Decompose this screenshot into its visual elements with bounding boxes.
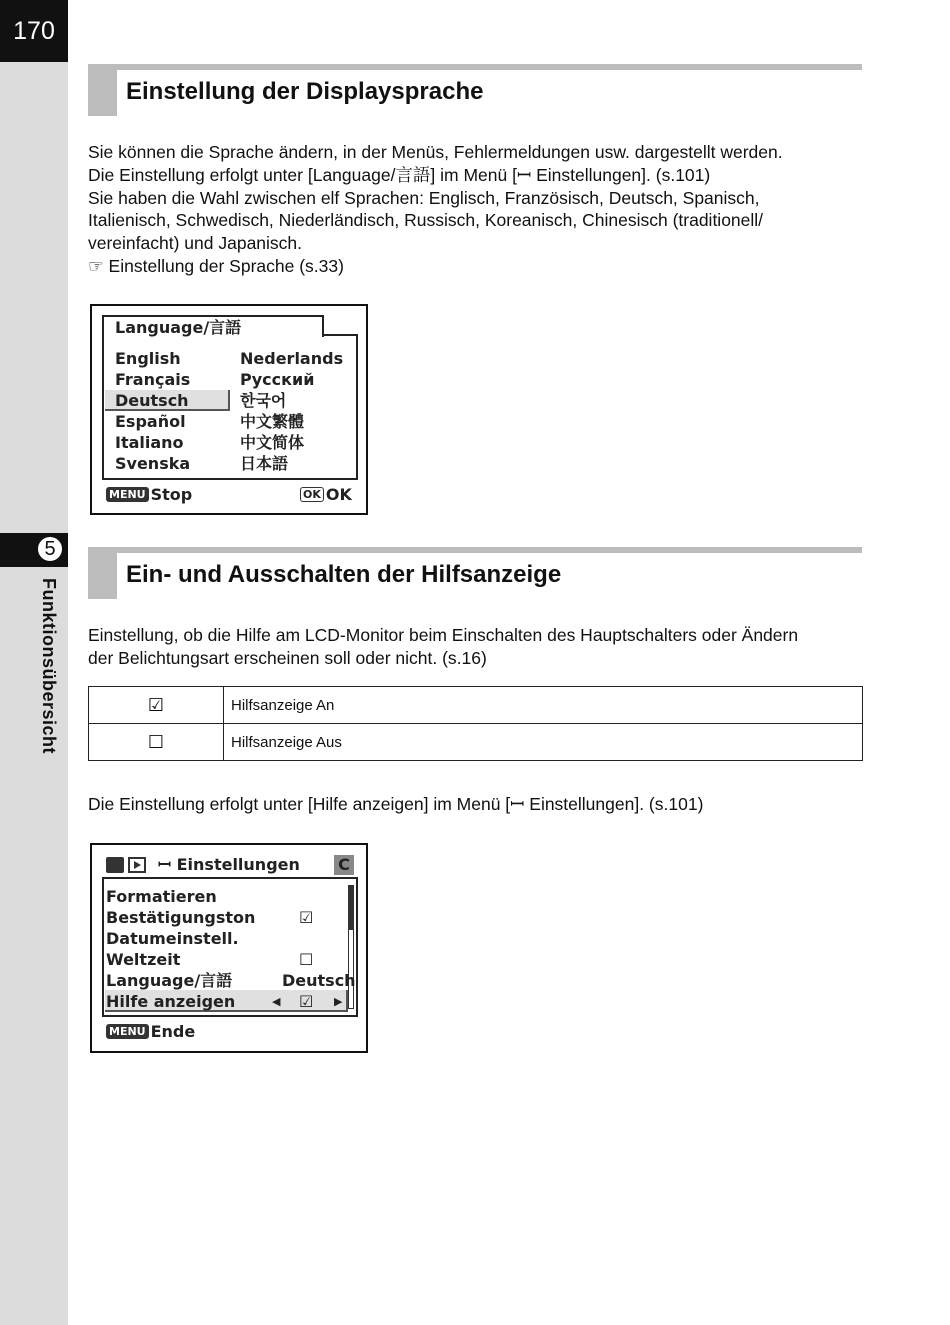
language-option[interactable]: 한국어: [240, 391, 287, 410]
empty-box-icon[interactable]: ☐: [299, 950, 314, 969]
language-option[interactable]: English: [115, 349, 181, 368]
language-option[interactable]: 中文繁體: [240, 412, 305, 431]
arrow-right-icon[interactable]: ▶: [334, 995, 343, 1008]
language-option[interactable]: Nederlands: [240, 349, 344, 368]
menu-key-icon: MENU: [106, 1024, 149, 1039]
menu-key-icon: MENU: [106, 487, 149, 502]
body-line: der Belichtungsart erscheinen soll oder nicht. (s.16): [88, 647, 487, 668]
language-option[interactable]: Svenska: [115, 454, 191, 473]
wrench-icon: ꟷ: [158, 855, 172, 874]
checked-box-icon: ☑: [89, 687, 224, 724]
language-option[interactable]: 中文简体: [240, 433, 305, 452]
table-row: [89, 724, 863, 761]
tab-label: Language/言語: [115, 318, 242, 337]
body-line: Italienisch, Schwedisch, Niederländisch, Russisch, Koreanisch, Chinesisch (traditionell/: [88, 210, 764, 231]
settings-tab[interactable]: [158, 855, 300, 875]
menu-stop-label: Stop: [150, 485, 193, 504]
custom-tab[interactable]: C: [334, 855, 354, 875]
cross-reference-link[interactable]: ☞ Einstellung der Sprache (s.33): [88, 255, 344, 276]
body-line: Sie können die Sprache ändern, in der Menüs, Fehlermeldungen usw. dargestellt werden.: [88, 142, 783, 162]
table-cell: Hilfsanzeige Aus: [224, 724, 863, 761]
section-title: Ein- und Ausschalten der Hilfsanzeige: [126, 561, 562, 588]
checked-box-icon[interactable]: ☑: [299, 992, 314, 1011]
body-line: vereinfacht) und Japanisch.: [88, 233, 303, 254]
chapter-number: 5: [36, 535, 64, 563]
settings-tab-label: Einstellungen: [176, 855, 300, 874]
language-value: Deutsch: [282, 971, 356, 990]
help-display-table: [88, 686, 863, 761]
page-number: 170: [0, 0, 68, 62]
language-option[interactable]: Français: [115, 370, 191, 389]
menu-stop-control[interactable]: [106, 485, 192, 505]
language-option[interactable]: Italiano: [115, 433, 184, 452]
body-line: Einstellung, ob die Hilfe am LCD-Monitor beim Einschalten des Hauptschalters oder Ändern: [88, 625, 799, 645]
empty-box-icon: ☐: [89, 724, 224, 761]
section2-note: [88, 793, 863, 816]
menu-item-formatieren[interactable]: Formatieren: [106, 887, 217, 906]
section2-body: [88, 624, 863, 670]
ok-key-icon: OK: [300, 487, 324, 502]
chapter-title: Funktionsübersicht: [39, 578, 59, 755]
ok-control[interactable]: [300, 485, 352, 505]
arrow-left-icon[interactable]: ◀: [272, 995, 281, 1008]
table-cell: Hilfsanzeige An: [224, 687, 863, 724]
playback-icon[interactable]: [128, 857, 146, 873]
menu-end-label: Ende: [150, 1022, 196, 1041]
menu-item-hilfe-anzeigen[interactable]: Hilfe anzeigen: [106, 992, 236, 1011]
menu-item-datumeinstell[interactable]: Datumeinstell.: [106, 929, 239, 948]
section1-body: [88, 141, 863, 278]
language-option[interactable]: 日本語: [240, 454, 289, 473]
ok-label: OK: [325, 485, 352, 504]
menu-end-control[interactable]: [106, 1022, 195, 1042]
body-line: Die Einstellung erfolgt unter [Language/言語] im Menü [ꟷ Einstellungen]. (s.101): [88, 164, 711, 185]
settings-screen: [90, 843, 368, 1053]
language-option[interactable]: Español: [115, 412, 186, 431]
section-title: Einstellung der Displaysprache: [126, 78, 484, 105]
section-heading-2: [88, 547, 862, 599]
section-heading-1: [88, 64, 862, 116]
note-line: Die Einstellung erfolgt unter [Hilfe anzeigen] im Menü [ꟷ Einstellungen]. (s.101): [88, 794, 704, 814]
table-row: [89, 687, 863, 724]
body-line: Sie haben die Wahl zwischen elf Sprachen: Englisch, Französisch, Deutsch, Spanisch,: [88, 187, 760, 208]
menu-item-weltzeit[interactable]: Weltzeit: [106, 950, 181, 969]
language-option[interactable]: Русский: [240, 370, 315, 389]
menu-item-language[interactable]: Language/言語: [106, 971, 233, 990]
language-option-selected[interactable]: Deutsch: [115, 391, 189, 410]
camera-icon[interactable]: [106, 857, 124, 873]
menu-item-bestaetigungston[interactable]: Bestätigungston: [106, 908, 256, 927]
checked-box-icon[interactable]: ☑: [299, 908, 314, 927]
language-screen: [90, 304, 368, 515]
